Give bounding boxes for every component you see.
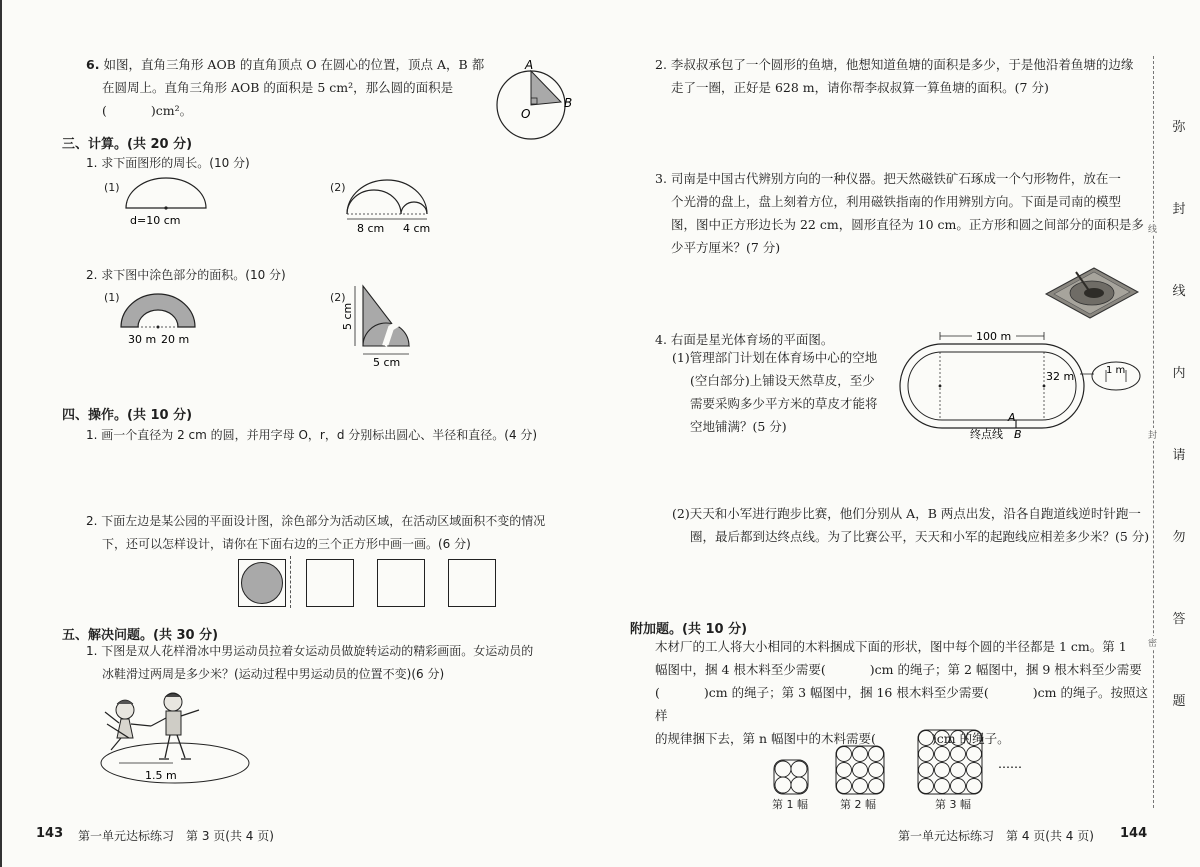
margin-small-char: 线 <box>1148 222 1157 235</box>
sec5-q1: 1. 下图是双人花样滑冰中男运动员拉着女运动员做旋转运动的精彩画面。女运动员的 冰鞋滑过两周是多少米？(运动过程中男运动员的位置不变)(6 分) <box>86 644 534 681</box>
footer-right: 第一单元达标练习 第 4 页(共 4 页) <box>898 829 1094 843</box>
label-1-5m: 1.5 m <box>145 769 177 782</box>
margin-char: 请 <box>1172 448 1186 463</box>
sec3-q1-part1: (1) <box>104 181 120 194</box>
page-number-left: 143 <box>36 826 64 841</box>
continuation-dots: …… <box>998 757 1022 771</box>
drawing-square-1[interactable] <box>306 559 354 607</box>
page-number-right: 144 <box>1120 826 1148 841</box>
label-30m: 30 m <box>128 333 157 346</box>
extra-question: 木材厂的工人将大小相同的木料捆成下面的形状，图中每个圆的半径都是 1 cm。第 1 幅图中，捆 4 根木料至少需要( )cm 的绳子；第 2 幅图中，捆 9 根木料至少需要 ( )cm 的绳子；第 3 幅图中，捆 16 根木料至少需要( )cm 的绳子。按照这样 的规律捆下去，第 n 幅图中的木料需要( )cm 的绳子。 <box>655 639 1148 746</box>
margin-char: 线 <box>1172 284 1186 299</box>
drawing-square-2[interactable] <box>377 559 425 607</box>
margin-char: 答 <box>1172 612 1186 627</box>
q6-line3: ( )cm²。 <box>102 103 193 118</box>
section-4-title: 四、操作。(共 10 分) <box>62 408 193 423</box>
q6-circle-figure <box>495 55 583 147</box>
question-6 <box>86 53 496 122</box>
margin-small-char: 封 <box>1148 428 1157 441</box>
label-8cm: 8 cm <box>357 222 385 235</box>
question-number: 6. <box>86 57 100 72</box>
q4-part2: (2)天天和小军进行跑步比赛，他们分别从 A，B 两点出发，沿各自跑道线逆时针跑一 圈，最后都到达终点线。为了比赛公平，天天和小军的起跑线应相差多少米？(5 分) <box>672 506 1150 544</box>
label-20m: 20 m <box>161 333 190 346</box>
label-finish-line: 终点线 <box>970 428 1003 441</box>
sec3-q1-part2: (2) <box>330 181 346 194</box>
margin-char: 弥 <box>1172 120 1186 135</box>
margin-small-char: 密 <box>1148 636 1157 649</box>
section-3-title: 三、计算。(共 20 分) <box>62 137 193 152</box>
label-1m: 1 m <box>1106 365 1126 376</box>
sec3-q2: 2. 求下图中涂色部分的面积。(10 分) <box>86 268 286 282</box>
margin-char: 封 <box>1172 202 1186 217</box>
extra-section-title: 附加题。(共 10 分) <box>630 622 748 637</box>
figure-skating-illustration <box>95 688 255 788</box>
stadium-plan-figure <box>898 326 1144 444</box>
sec3-q2-part2: (2) <box>330 291 346 304</box>
margin-char: 内 <box>1172 366 1186 381</box>
q6-line2: 在圆周上。直角三角形 AOB 的面积是 5 cm²，那么圆的面积是 <box>102 80 454 95</box>
label-diameter: d=10 cm <box>130 214 181 227</box>
right-question-2: 2. 李叔叔承包了一个圆形的鱼塘，他想知道鱼塘的面积是多少，于是他沿着鱼塘的边缘 走了一圈，正好是 628 m，请你帮李叔叔算一算鱼塘的面积。(7 分) <box>655 57 1134 95</box>
right-question-3: 3. 司南是中国古代辨别方向的一种仪器。把天然磁铁矿石琢成一个勺形物件，放在一 个光滑的盘上，盘上刻着方位，利用磁铁指南的作用辨别方向。下面是司南的模型 图，图中正方形边长为 22 cm，圆形直径为 10 cm。正方形和圆之间部分的面积是多 少平方厘米？(7 分) <box>655 171 1144 255</box>
section-5-title: 五、解决问题。(共 30 分) <box>62 628 219 643</box>
fig-2-label: 第 2 幅 <box>840 798 876 811</box>
label-100m: 100 m <box>976 330 1012 343</box>
sec3-q1: 1. 求下面图形的周长。(10 分) <box>86 156 250 170</box>
divider <box>290 556 291 608</box>
sec4-q2: 2. 下面左边是某公园的平面设计图，涂色部分为活动区域，在活动区域面积不变的情况 下，还可以怎样设计，请你在下面右边的三个正方形中画一画。(6 分) <box>86 514 546 551</box>
label-4cm: 4 cm <box>403 222 431 235</box>
ring-semicircle-figure <box>118 285 202 349</box>
label-O: O <box>521 107 531 121</box>
fig-3-label: 第 3 幅 <box>935 798 971 811</box>
label-A: A <box>1008 411 1016 424</box>
binding-margin-text <box>1166 116 1192 720</box>
fig-1-label: 第 1 幅 <box>772 798 808 811</box>
park-design-square <box>238 559 286 607</box>
label-32m: 32 m <box>1046 370 1075 383</box>
label-B: B <box>564 96 573 110</box>
sec3-q2-part1: (1) <box>104 291 120 304</box>
label-B: B <box>1014 428 1022 441</box>
triangle-semicircle-figure <box>343 282 433 370</box>
margin-char: 题 <box>1172 694 1186 709</box>
footer-left: 第一单元达标练习 第 3 页(共 4 页) <box>78 829 274 843</box>
margin-char: 勿 <box>1172 530 1186 545</box>
sinan-compass-illustration <box>1042 262 1142 320</box>
two-semicircles-figure <box>343 172 433 236</box>
left-edge-line <box>0 0 2 867</box>
drawing-square-3[interactable] <box>448 559 496 607</box>
label-5cm-vertical: 5 cm <box>341 302 354 330</box>
q6-line1: 如图，直角三角形 AOB 的直角顶点 O 在圆心的位置，顶点 A，B 都 <box>103 57 485 72</box>
activity-area-circle <box>241 562 283 604</box>
label-5cm-horizontal: 5 cm <box>373 356 401 369</box>
bundled-logs-figures <box>770 726 1040 810</box>
label-A: A <box>525 58 534 72</box>
right-question-4-title: 4. 右面是星光体育场的平面图。 <box>655 332 834 347</box>
q4-part1: (1)管理部门计划在体育场中心的空地 (空白部分)上铺设天然草皮，至少 需要采购多少平方米的草皮才能将 空地铺满？(5 分) <box>672 350 878 434</box>
semicircle-figure <box>118 172 218 228</box>
sec4-q1: 1. 画一个直径为 2 cm 的圆，并用字母 O，r，d 分别标出圆心、半径和直径。(4 分) <box>86 428 538 442</box>
